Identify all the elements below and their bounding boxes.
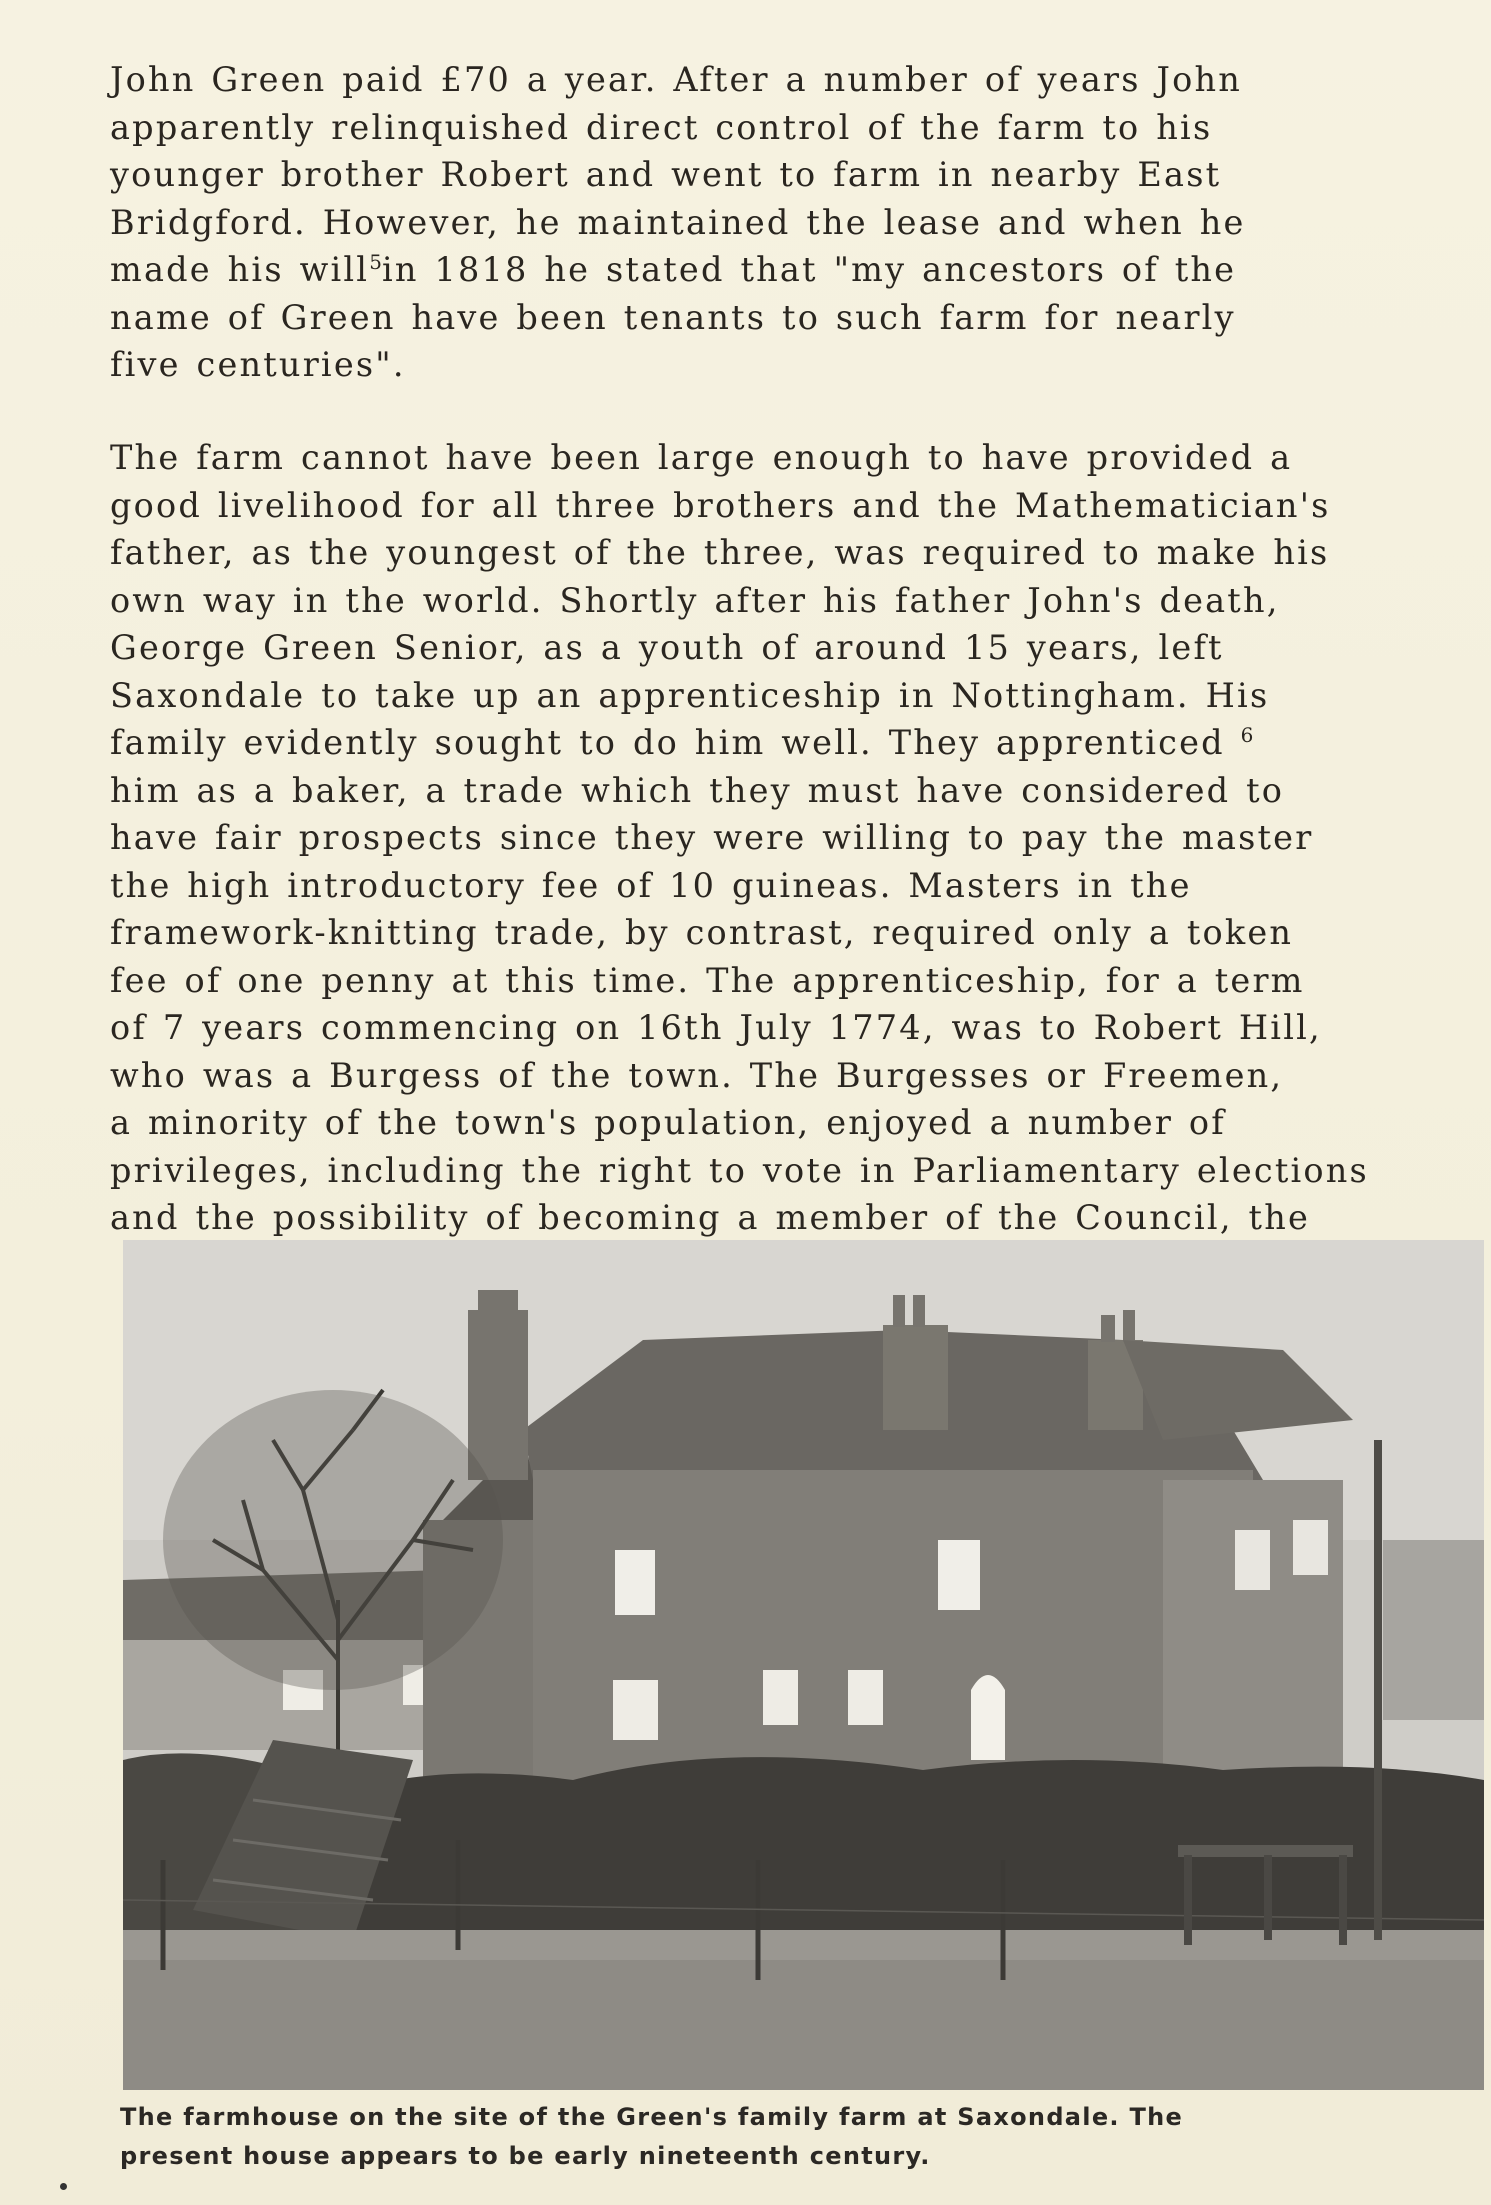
text-line: the high introductory fee of 10 guineas. Masters in the <box>110 865 1192 905</box>
text-line <box>110 719 1480 767</box>
text-line: who was a Burgess of the town. The Burgesses or Freemen, <box>110 1055 1284 1095</box>
text-line: framework-knitting trade, by contrast, required only a token <box>110 913 1294 952</box>
text-line: Bridgford. However, he maintained the lease and when he <box>110 202 1246 242</box>
text-line: of 7 years commencing on 16th July 1774, was to Robert Hill, <box>110 1008 1322 1047</box>
caption-line: present house appears to be early nineteenth century. <box>120 2142 931 2170</box>
paragraph-1 <box>110 56 1480 389</box>
caption-line: The farmhouse on the site of the Green's family farm at Saxondale. The <box>120 2103 1184 2131</box>
text-line: The farm cannot have been large enough to have provided a <box>110 438 1293 477</box>
text-segment: in 1818 he stated that "my ancestors of the <box>381 250 1237 289</box>
text-line: father, as the youngest of the three, was required to make his <box>110 533 1330 572</box>
text-line: have fair prospects since they were willing to pay the master <box>110 818 1314 857</box>
text-line: George Green Senior, as a youth of around 15 years, left <box>110 628 1224 667</box>
text-segment: family evidently sought to do him well. They apprenticed <box>110 723 1241 762</box>
text-line <box>110 246 1480 294</box>
text-line: privileges, including the right to vote in Parliamentary elections <box>110 1150 1369 1190</box>
footnote-marker-6: 6 <box>1240 722 1254 747</box>
text-line: fee of one penny at this time. The apprenticeship, for a term <box>110 960 1305 1000</box>
margin-dot <box>60 2183 67 2190</box>
text-line: John Green paid £70 a year. After a number of years John <box>110 60 1243 99</box>
text-line: and the possibility of becoming a member of the Council, the <box>110 1198 1310 1237</box>
text-line: him as a baker, a trade which they must have considered to <box>110 770 1285 810</box>
text-line: five centuries". <box>110 345 406 384</box>
farmhouse-photo-icon <box>123 1240 1484 2090</box>
text-line: Saxondale to take up an apprenticeship in Nottingham. His <box>110 675 1270 715</box>
text-line: name of Green have been tenants to such farm for nearly <box>110 297 1236 337</box>
footnote-marker-5: 5 <box>369 249 382 274</box>
text-line: good livelihood for all three brothers and the Mathematician's <box>110 485 1331 525</box>
text-line: a minority of the town's population, enjoyed a number of <box>110 1103 1226 1142</box>
text-segment: made his will <box>110 250 370 289</box>
paragraph-2 <box>110 434 1480 1242</box>
text-line: younger brother Robert and went to farm in nearby East <box>110 155 1222 194</box>
farmhouse-photo <box>123 1240 1484 2090</box>
photo-caption <box>120 2098 1480 2176</box>
text-line: own way in the world. Shortly after his father John's death, <box>110 580 1280 620</box>
text-line: apparently relinquished direct control of the farm to his <box>110 107 1213 147</box>
